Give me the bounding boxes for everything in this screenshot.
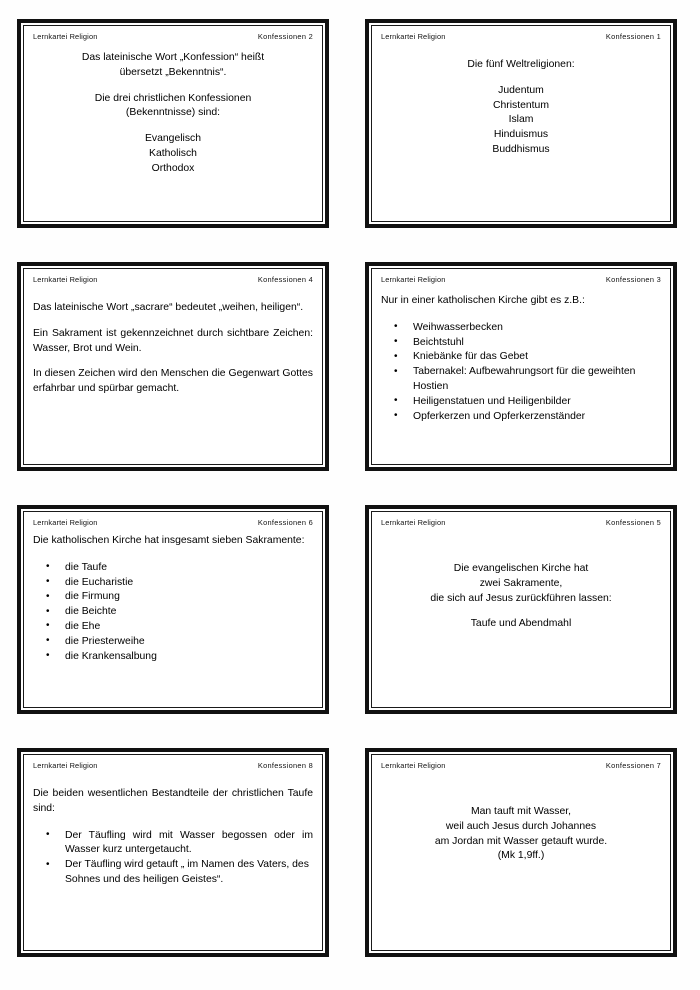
line: (Bekenntnisse) sind: xyxy=(125,107,221,119)
card-header xyxy=(381,762,661,770)
card-content xyxy=(23,268,323,465)
flashcard-konfessionen-4[interactable] xyxy=(17,262,329,471)
flashcard-konfessionen-3[interactable] xyxy=(365,262,677,471)
line: Judentum xyxy=(498,84,544,96)
list-item: • Kniebänke für das Gebet xyxy=(381,350,661,365)
card-header xyxy=(381,33,661,41)
card-content xyxy=(371,25,671,222)
deck-title: Lernkartei Religion xyxy=(33,275,98,284)
list-intro: Nur in einer katholischen Kirche gibt es z.B.: xyxy=(381,295,585,307)
bullet-list xyxy=(33,561,313,664)
line: Die fünf Weltreligionen: xyxy=(467,59,575,71)
card-reference: Konfessionen 4 xyxy=(257,275,313,284)
line: Evangelisch xyxy=(144,133,202,145)
flashcard-konfessionen-1[interactable] xyxy=(365,19,677,228)
card-reference: Konfessionen 5 xyxy=(605,518,661,527)
line: Die evangelischen Kirche hat xyxy=(453,563,589,575)
flashcard-konfessionen-2[interactable] xyxy=(17,19,329,228)
deck-title: Lernkartei Religion xyxy=(381,518,446,527)
card-border-gap xyxy=(21,509,325,710)
line: am Jordan mit Wasser getauft wurde. xyxy=(434,835,608,847)
line: Das lateinische Wort „Konfession“ heißt xyxy=(81,52,265,64)
list-item: • die Krankensalbung xyxy=(33,650,313,665)
bullet-list xyxy=(381,321,661,424)
deck-title: Lernkartei Religion xyxy=(33,761,98,770)
card-header xyxy=(33,519,313,527)
list-item: • Beichtstuhl xyxy=(381,336,661,351)
card-header xyxy=(33,33,313,41)
list-item: • Tabernakel: Aufbewahrungsort für die geweihten Hostien xyxy=(381,365,661,395)
card-content xyxy=(371,268,671,465)
flashcard-konfessionen-7[interactable] xyxy=(365,748,677,957)
line: Taufe und Abendmahl xyxy=(470,618,572,630)
paragraph-sacrare-definition: Das lateinische Wort „sacrare“ bedeutet „weihen, heiligen“. xyxy=(33,302,304,314)
list-item: • Opferkerzen und Opferkerzenständer xyxy=(381,410,661,425)
card-body xyxy=(33,771,313,944)
deck-title: Lernkartei Religion xyxy=(381,761,446,770)
card-reference: Konfessionen 2 xyxy=(257,32,313,41)
card-body xyxy=(33,285,313,458)
card-border-gap xyxy=(21,266,325,467)
list-item: • die Firmung xyxy=(33,590,313,605)
card-content xyxy=(371,511,671,708)
card-border-gap xyxy=(21,752,325,953)
list-item: • die Beichte xyxy=(33,605,313,620)
flashcard-konfessionen-8[interactable] xyxy=(17,748,329,957)
line: weil auch Jesus durch Johannes xyxy=(445,820,597,832)
card-border-gap xyxy=(369,266,673,467)
card-border-gap xyxy=(21,23,325,224)
list-item: • Weihwasserbecken xyxy=(381,321,661,336)
paragraph-question xyxy=(381,562,661,606)
deck-title: Lernkartei Religion xyxy=(381,275,446,284)
deck-title: Lernkartei Religion xyxy=(33,518,98,527)
line: Islam xyxy=(508,114,534,126)
list-item: • Der Täufling wird getauft „ im Namen des Vaters, des Sohnes und des heiligen Geistes“. xyxy=(33,858,313,888)
flashcard-konfessionen-5[interactable] xyxy=(365,505,677,714)
bullet-list xyxy=(33,829,313,888)
card-body xyxy=(381,285,661,458)
card-body xyxy=(33,528,313,701)
line: Orthodox xyxy=(151,162,195,174)
line: Christentum xyxy=(492,99,549,111)
card-border-gap xyxy=(369,509,673,710)
list-item: • Der Täufling wird mit Wasser begossen oder im Wasser kurz untergetaucht. xyxy=(33,829,313,859)
line: übersetzt „Bekenntnis“. xyxy=(119,66,227,78)
line: die sich auf Jesus zurückführen lassen: xyxy=(430,592,612,604)
list-item: • Heiligenstatuen und Heiligenbilder xyxy=(381,395,661,410)
card-reference: Konfessionen 1 xyxy=(605,32,661,41)
card-content xyxy=(23,511,323,708)
deck-title: Lernkartei Religion xyxy=(33,32,98,41)
line: Man tauft mit Wasser, xyxy=(470,806,572,818)
card-content xyxy=(23,754,323,951)
line: Buddhismus xyxy=(492,143,550,155)
list-item: • die Priesterweihe xyxy=(33,635,313,650)
line: Katholisch xyxy=(149,147,197,159)
card-header xyxy=(381,519,661,527)
card-reference: Konfessionen 6 xyxy=(257,518,313,527)
paragraph-sakrament-zeichen: Ein Sakrament ist gekennzeichnet durch sichtbare Zeichen: Wasser, Brot und Wein. xyxy=(33,327,313,354)
flashcard-konfessionen-6[interactable] xyxy=(17,505,329,714)
line: Hinduismus xyxy=(493,129,549,141)
paragraph-answer-list xyxy=(381,84,661,158)
paragraph-answer xyxy=(381,805,661,864)
flashcard-grid xyxy=(17,19,685,957)
card-reference: Konfessionen 7 xyxy=(605,761,661,770)
line: Die drei christlichen Konfessionen xyxy=(94,92,252,104)
deck-title: Lernkartei Religion xyxy=(381,32,446,41)
list-intro: Die beiden wesentlichen Bestandteile der christlichen Taufe sind: xyxy=(33,788,313,814)
card-header xyxy=(33,762,313,770)
card-border-gap xyxy=(369,752,673,953)
card-body xyxy=(381,528,661,701)
card-content xyxy=(371,754,671,951)
card-header xyxy=(381,276,661,284)
list-item: • die Eucharistie xyxy=(33,576,313,591)
list-item: • die Ehe xyxy=(33,620,313,635)
bible-reference: (Mk 1,9ff.) xyxy=(497,850,545,862)
paragraph-gegenwart-gottes: In diesen Zeichen wird den Menschen die Gegenwart Gottes erfahrbar und spürbar gemacht. xyxy=(33,368,313,395)
card-body xyxy=(33,42,313,215)
list-item: • die Taufe xyxy=(33,561,313,576)
card-body xyxy=(381,771,661,944)
card-content xyxy=(23,25,323,222)
card-reference: Konfessionen 3 xyxy=(605,275,661,284)
paragraph-answer xyxy=(381,617,661,632)
paragraph-question xyxy=(381,58,661,73)
card-border-gap xyxy=(369,23,673,224)
paragraph-question xyxy=(33,92,313,122)
card-header xyxy=(33,276,313,284)
list-intro: Die katholischen Kirche hat insgesamt sieben Sakramente: xyxy=(33,535,305,547)
paragraph-answer-list xyxy=(33,132,313,176)
line: zwei Sakramente, xyxy=(479,577,563,589)
card-body xyxy=(381,42,661,215)
paragraph-definition xyxy=(33,51,313,81)
card-reference: Konfessionen 8 xyxy=(257,761,313,770)
